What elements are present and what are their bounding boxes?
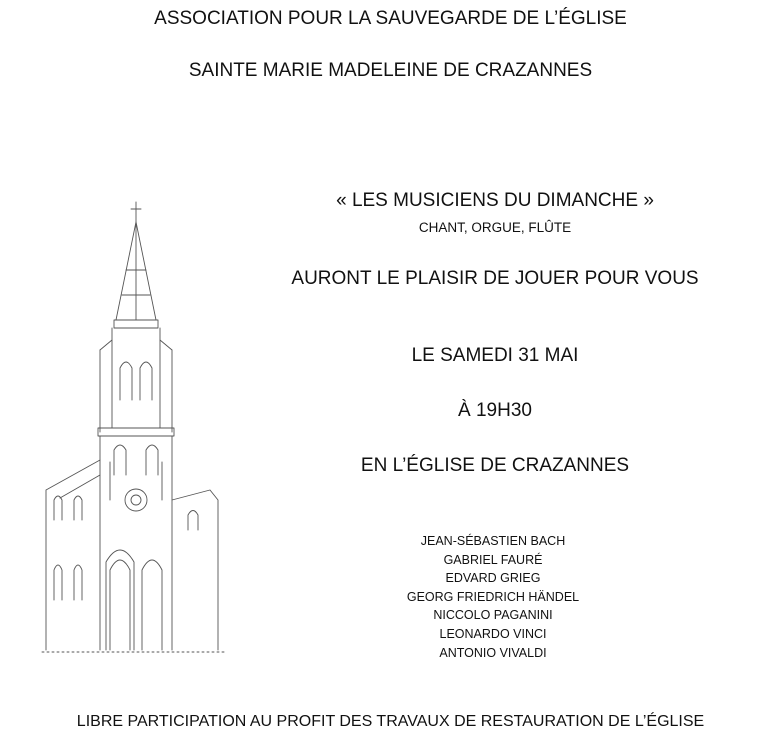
composer-item: GABRIEL FAURÉ	[443, 552, 543, 567]
church-sketch-illustration	[40, 200, 230, 670]
church-name: SAINTE MARIE MADELEINE DE CRAZANNES	[188, 60, 593, 81]
composer-item: JEAN-SÉBASTIEN BACH	[420, 534, 566, 548]
event-date: LE SAMEDI 31 MAI	[411, 345, 579, 366]
composer-item: GEORG FRIEDRICH HÄNDEL	[406, 589, 580, 604]
composer-item: ANTONIO VIVALDI	[439, 645, 547, 660]
event-venue: EN L’ÉGLISE DE CRAZANNES	[360, 455, 630, 476]
association-name: ASSOCIATION POUR LA SAUVEGARDE DE L’ÉGLISE	[154, 8, 627, 29]
ensemble-name: « LES MUSICIENS DU DIMANCHE »	[336, 190, 654, 211]
composer-item: EDVARD GRIEG	[445, 571, 541, 586]
announcement: AURONT LE PLAISIR DE JOUER POUR VOUS	[291, 268, 699, 289]
instruments: CHANT, ORGUE, FLÛTE	[418, 220, 572, 235]
footer-note: LIBRE PARTICIPATION AU PROFIT DES TRAVAUX DE RESTAURATION DE L’ÉGLISE	[76, 713, 705, 730]
composer-item: NICCOLO PAGANINI	[433, 608, 553, 623]
composer-list	[388, 532, 598, 662]
composer-item: LEONARDO VINCI	[439, 626, 547, 641]
event-time: À 19H30	[458, 400, 532, 421]
